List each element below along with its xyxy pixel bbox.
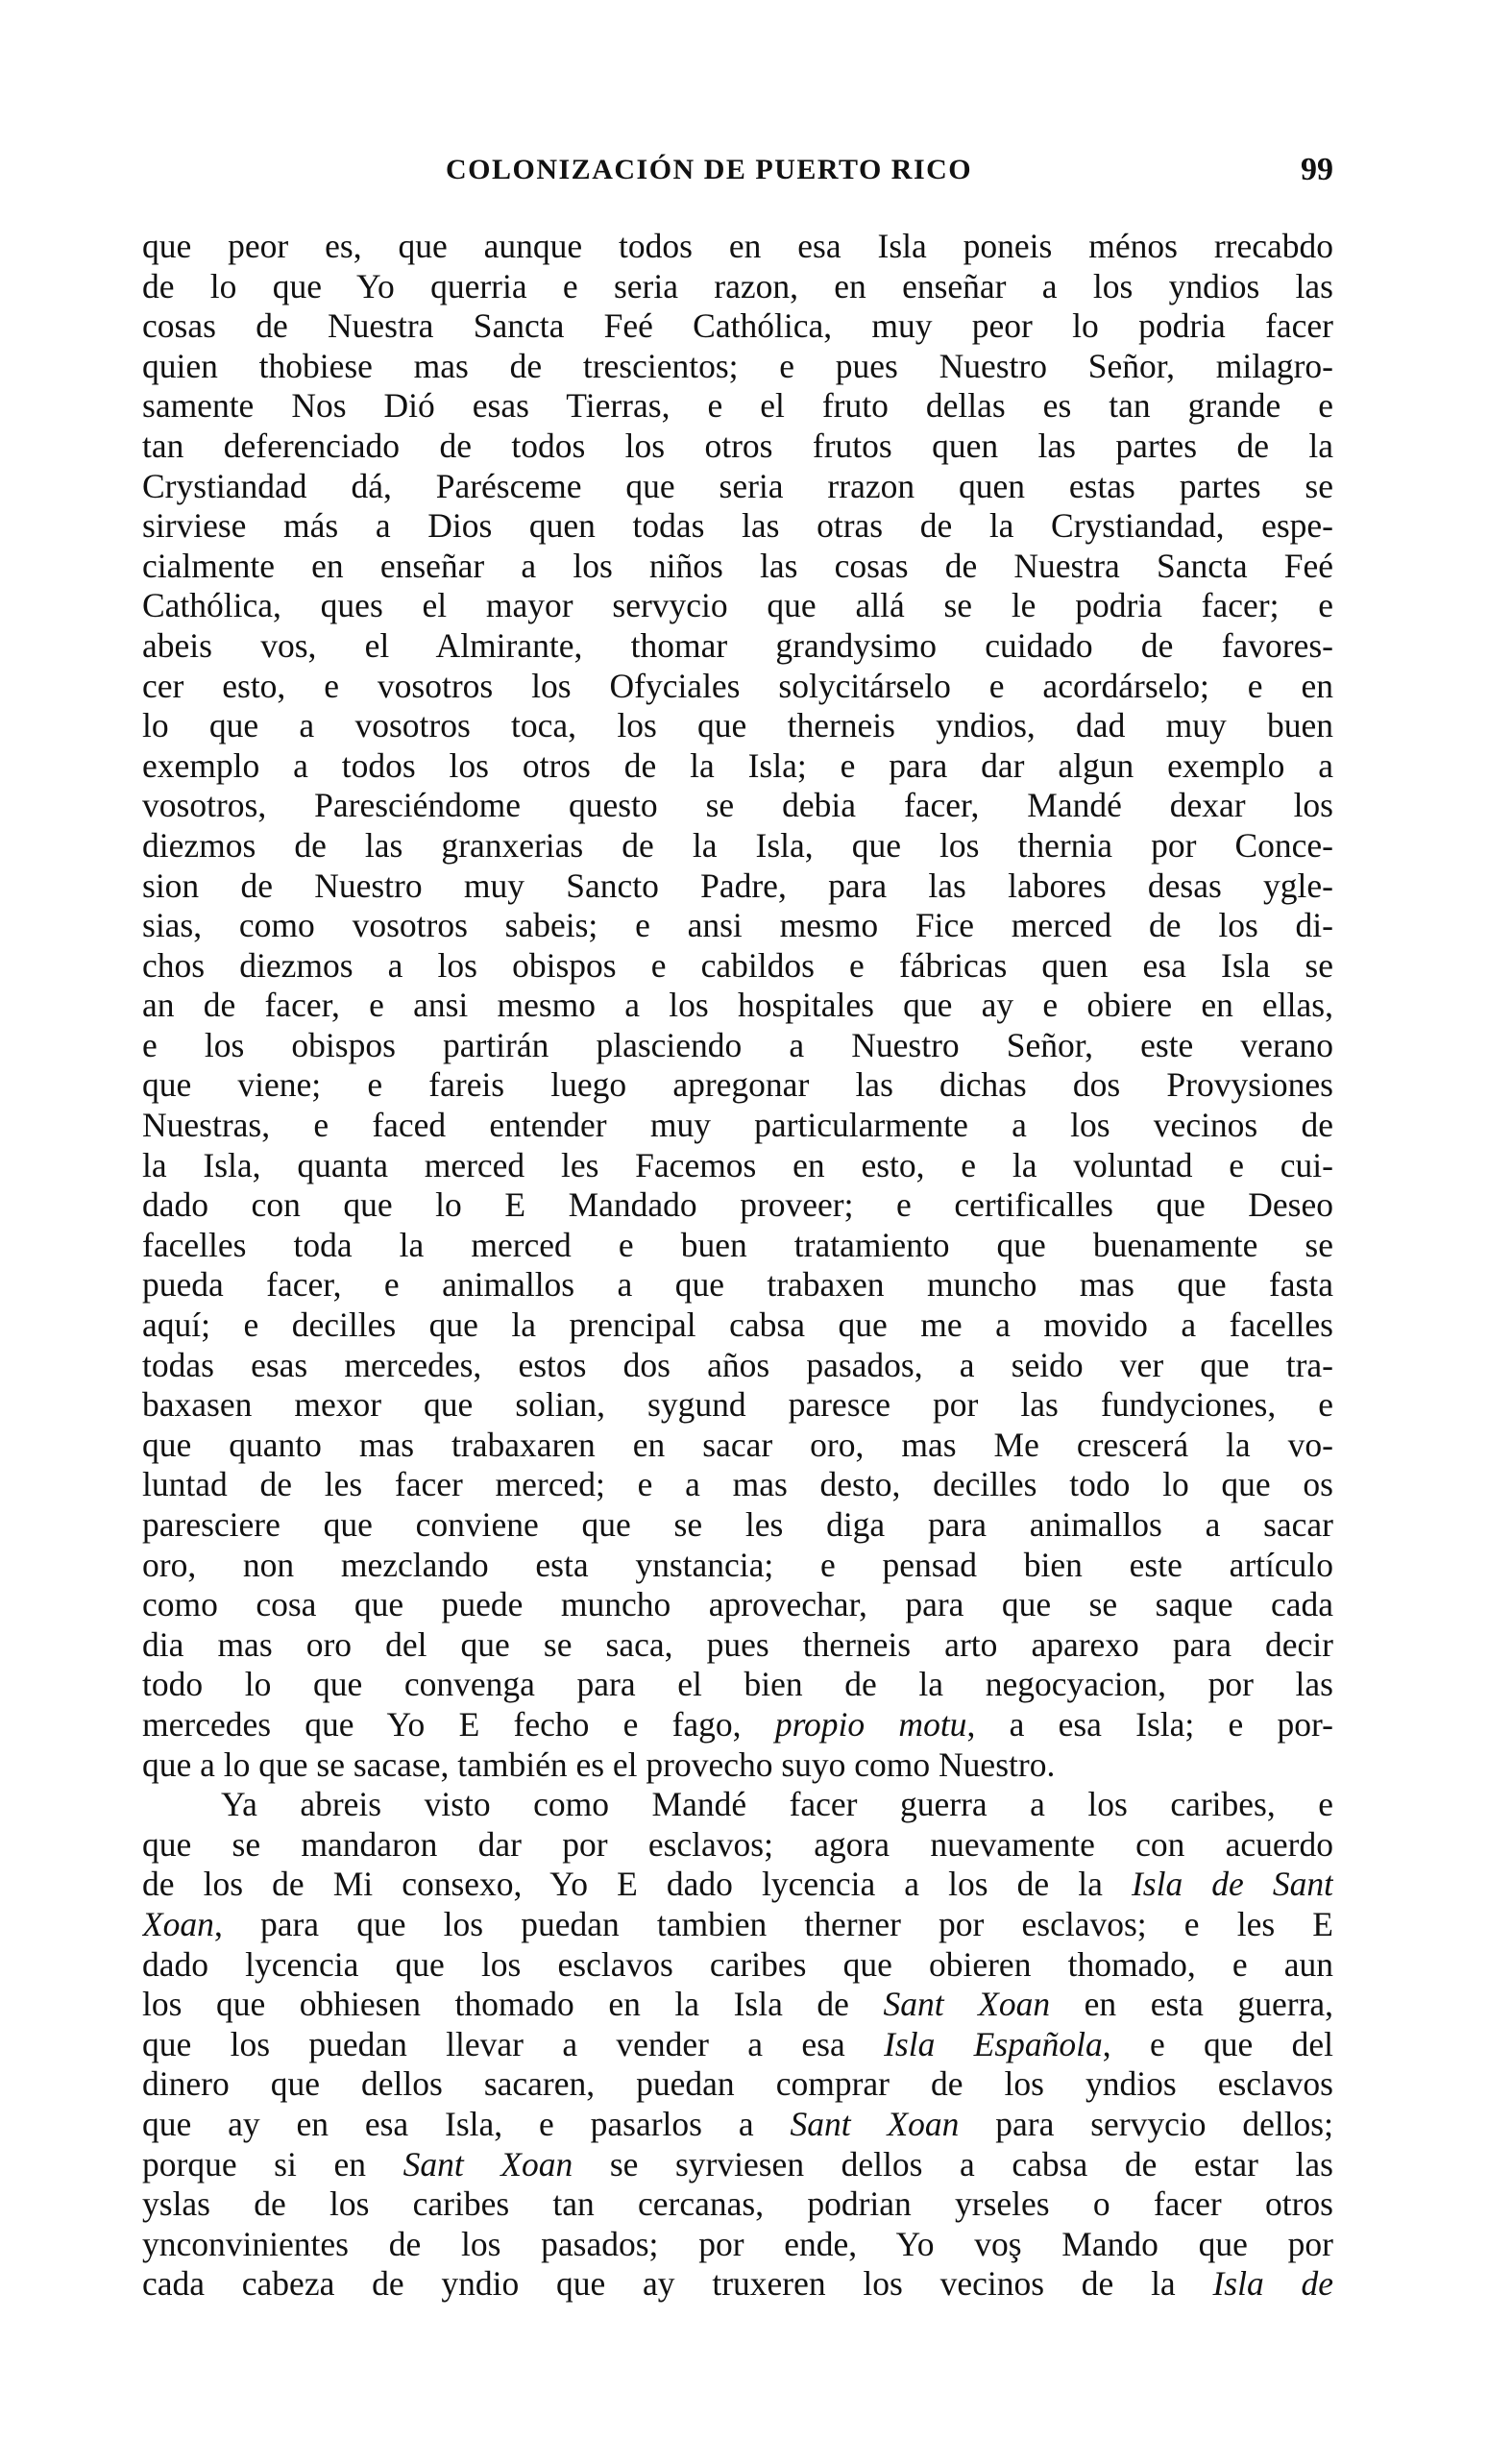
paragraph [142, 227, 1333, 1785]
text-line: Ya abreis visto como Mandé facer guerra a los caribes, e [221, 1785, 1333, 1824]
text-line: porque si en Sant Xoan se syrviesen dellos a cabsa de estar las [142, 2144, 1333, 2184]
text-line: yslas de los caribes tan cercanas, podrian yrseles o facer otros [142, 2184, 1333, 2224]
text-line: facelles toda la merced e buen tratamiento que buenamente se [142, 1225, 1333, 1264]
text-line: mercedes que Yo E fecho e fago, propio motu, a esa Isla; e por- [142, 1704, 1333, 1744]
text-line: que quanto mas trabaxaren en sacar oro, mas Me crescerá la vo- [142, 1425, 1333, 1464]
text-line: dado lycencia que los esclavos caribes que obieren thomado, e aun [142, 1944, 1333, 1984]
text-line: sias, como vosotros sabeis; e ansi mesmo Fice merced de los di- [142, 906, 1333, 945]
text-line: los que obhiesen thomado en la Isla de Sant Xoan en esta guerra, [142, 1985, 1333, 2024]
text-line: Cathólica, ques el mayor servycio que allá se le podria facer; e [142, 586, 1333, 625]
text-line: todo lo que convenga para el bien de la negocyacion, por las [142, 1665, 1333, 1704]
paragraph [142, 1785, 1333, 2305]
text-line: abeis vos, el Almirante, thomar grandysimo cuidado de favores- [142, 625, 1333, 665]
text-line: cer esto, e vosotros los Ofyciales solycitárselo e acordárselo; e en [142, 666, 1333, 705]
text-line: samente Nos Dió esas Tierras, e el fruto dellas es tan grande e [142, 386, 1333, 426]
text-line: exemplo a todos los otros de la Isla; e para dar algun exemplo a [142, 745, 1333, 785]
text-line: cialmente en enseñar a los niños las cosas de Nuestra Sancta Feé [142, 546, 1333, 585]
text-line: que se mandaron dar por esclavos; agora nuevamente con acuerdo [142, 1824, 1333, 1864]
text-line: dado con que lo E Mandado proveer; e certificalles que Deseo [142, 1185, 1333, 1225]
body-text [142, 227, 1333, 2305]
text-line: cosas de Nuestra Sancta Feé Cathólica, muy peor lo podria facer [142, 306, 1333, 346]
text-line: todas esas mercedes, estos dos años pasados, a seido ver que tra- [142, 1345, 1333, 1384]
text-line: an de facer, e ansi mesmo a los hospitales que ay e obiere en ellas, [142, 986, 1333, 1025]
text-line: paresciere que conviene que se les diga para animallos a sacar [142, 1505, 1333, 1544]
page-number: 99 [1301, 152, 1333, 187]
text-line: que ay en esa Isla, e pasarlos a Sant Xoan para servycio dellos; [142, 2104, 1333, 2143]
text-line: como cosa que puede muncho aprovechar, para que se saque cada [142, 1585, 1333, 1624]
text-line: de los de Mi consexo, Yo E dado lycencia a los de la Isla de Sant [142, 1865, 1333, 1904]
text-line: e los obispos partirán plasciendo a Nuestro Señor, este verano [142, 1025, 1333, 1064]
text-line: dia mas oro del que se saca, pues therneis arto aparexo para decir [142, 1624, 1333, 1664]
text-line: sirviese más a Dios quen todas las otras de la Crystiandad, espe- [142, 506, 1333, 546]
text-line: sion de Nuestro muy Sancto Padre, para las labores desas ygle- [142, 866, 1333, 905]
text-line: diezmos de las granxerias de la Isla, que los thernia por Conce- [142, 825, 1333, 865]
text-line: oro, non mezclando esta ynstancia; e pensad bien este artículo [142, 1545, 1333, 1584]
text-line: de lo que Yo querria e seria razon, en enseñar a los yndios las [142, 266, 1333, 305]
text-line: baxasen mexor que solian, sygund paresce por las fundyciones, e [142, 1385, 1333, 1425]
text-line: quien thobiese mas de trescientos; e pues Nuestro Señor, milagro- [142, 346, 1333, 385]
text-line: que a lo que se sacase, también es el provecho suyo como Nuestro. [142, 1745, 1056, 1784]
text-line: lo que a vosotros toca, los que therneis yndios, dad muy buen [142, 706, 1333, 745]
text-line: luntad de les facer merced; e a mas desto, decilles todo lo que os [142, 1465, 1333, 1504]
text-line: la Isla, quanta merced les Facemos en esto, e la voluntad e cui- [142, 1145, 1333, 1184]
text-line: chos diezmos a los obispos e cabildos e fábricas quen esa Isla se [142, 945, 1333, 985]
text-line: aquí; e decilles que la prencipal cabsa que me a movido a facelles [142, 1305, 1333, 1345]
text-line: cada cabeza de yndio que ay truxeren los vecinos de la Isla de [142, 2264, 1333, 2304]
text-line: que los puedan llevar a vender a esa Isla Española, e que del [142, 2024, 1333, 2063]
text-line: tan deferenciado de todos los otros frutos quen las partes de la [142, 426, 1333, 465]
text-line: dinero que dellos sacaren, puedan comprar de los yndios esclavos [142, 2064, 1333, 2104]
text-line: Xoan, para que los puedan tambien therner por esclavos; e les E [142, 1904, 1333, 1943]
running-title: COLONIZACIÓN DE PUERTO RICO [446, 154, 973, 185]
book-page [142, 144, 1333, 2305]
running-header [142, 144, 1333, 202]
text-line: ynconvinientes de los pasados; por ende, Yo voş Mando que por [142, 2224, 1333, 2263]
text-line: vosotros, Paresciéndome questo se debia facer, Mandé dexar los [142, 786, 1333, 825]
text-line: Crystiandad dá, Parésceme que seria rrazon quen estas partes se [142, 466, 1333, 505]
text-line: pueda facer, e animallos a que trabaxen muncho mas que fasta [142, 1265, 1333, 1305]
text-line: que peor es, que aunque todos en esa Isla poneis ménos rrecabdo [142, 227, 1333, 265]
text-line: que viene; e fareis luego apregonar las dichas dos Provysiones [142, 1065, 1333, 1105]
text-line: Nuestras, e faced entender muy particularmente a los vecinos de [142, 1106, 1333, 1145]
